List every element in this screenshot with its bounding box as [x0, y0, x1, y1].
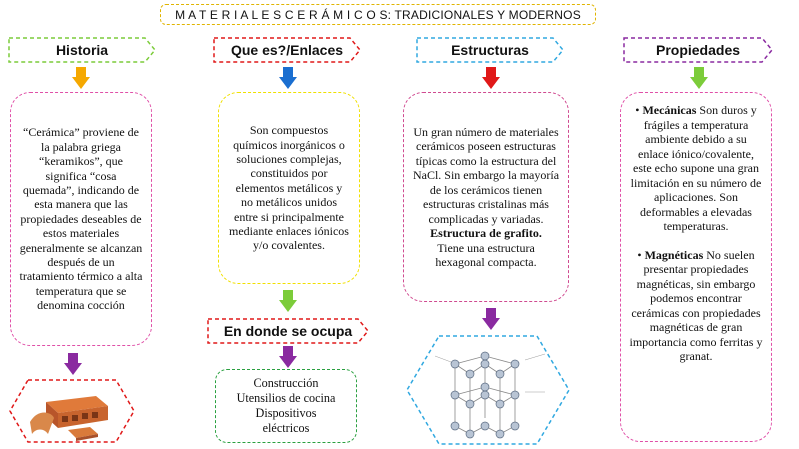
- en-donde-line-3: Dispositivos: [255, 406, 317, 420]
- ceramic-brick-image: [8, 378, 136, 444]
- grafito-title: Estructura de grafito.: [430, 226, 542, 240]
- magneticas-text: No suelen presentar propiedades magnéticas, sin embargo podemos encontrar cerámicas con propiedades magnéticas de gran importancia como ferritas y granat.: [629, 247, 763, 363]
- historia-text-box: [10, 92, 152, 346]
- arrow-down-icon: [64, 353, 82, 375]
- header-estructuras: [416, 37, 564, 63]
- en-donde-line-4: eléctricos: [262, 421, 310, 435]
- header-que-es-label: Que es?/Enlaces: [230, 42, 344, 58]
- en-donde-text-box: [215, 369, 357, 443]
- en-donde-line-1: Construcción: [253, 376, 319, 390]
- estructuras-text: Un gran número de materiales cerámicos poseen estructuras típicas como la estructura del NaCl. Sin embargo la mayoría de los cerámicos tienen estructuras cristalinas más complicadas y variadas.: [412, 124, 560, 226]
- magneticas-title: Magnéticas: [644, 247, 704, 262]
- historia-text: “Cerámica” proviene de la palabra griega “keramikos”, que significa “cosa quemada”, indicando de esta manera que las propiedades deseables de estos materiales generalmente se alcanzan después de un tratamiento térmico a alta temperatura que se denomina cocción: [19, 125, 143, 313]
- header-estructuras-label: Estructuras: [451, 42, 529, 58]
- arrow-down-icon: [279, 67, 297, 89]
- crystal-structure-image: [405, 334, 571, 446]
- arrow-down-icon: [690, 67, 708, 89]
- header-en-donde-label: En donde se ocupa: [223, 323, 353, 339]
- estructuras-text-box: [403, 92, 569, 302]
- header-propiedades: [623, 37, 773, 63]
- que-es-text: Son compuestos químicos inorgánicos o soluciones complejas, constituidos por elementos metálicos y no metálicos unidos entre si principalmente mediante enlaces iónicos y/o covalentes.: [229, 123, 349, 253]
- arrow-down-icon: [279, 290, 297, 312]
- arrow-down-icon: [279, 346, 297, 368]
- propiedades-text-box: • Mecánicas Son duros y frágiles a temperatura ambiente debido a su enlace iónico/covalente, este echo supone una gran limitación en su número de aplicaciones. Son deformables a elevadas temperaturas. • Magnéticas No suelen presentar propiedades magnéticas, sin embargo podemos encontrar cerámicas con propiedades magnéticas de gran importancia como ferritas y granat.: [620, 92, 772, 442]
- arrow-down-icon: [482, 308, 500, 330]
- diagram-title: M A T E R I A L E S C E R Á M I C O S: TRADICIONALES Y MODERNOS: [160, 4, 596, 25]
- header-que-es: [213, 37, 361, 63]
- arrow-down-icon: [482, 67, 500, 89]
- header-en-donde: [207, 318, 369, 344]
- header-historia: [8, 37, 156, 63]
- mecanicas-text: Son duros y frágiles a temperatura ambiente debido a su enlace iónico/covalente, este echo supone una gran limitación en su número de aplicaciones. Son deformables a elevadas temperaturas.: [630, 103, 762, 233]
- en-donde-line-2: Utensilios de cocina: [236, 391, 336, 405]
- mecanicas-title: Mecánicas: [642, 103, 697, 117]
- que-es-text-box: [218, 92, 360, 284]
- arrow-down-icon: [72, 67, 90, 89]
- header-propiedades-label: Propiedades: [655, 42, 741, 58]
- grafito-text: Tiene una estructura hexagonal compacta.: [435, 240, 537, 269]
- header-historia-label: Historia: [55, 42, 109, 58]
